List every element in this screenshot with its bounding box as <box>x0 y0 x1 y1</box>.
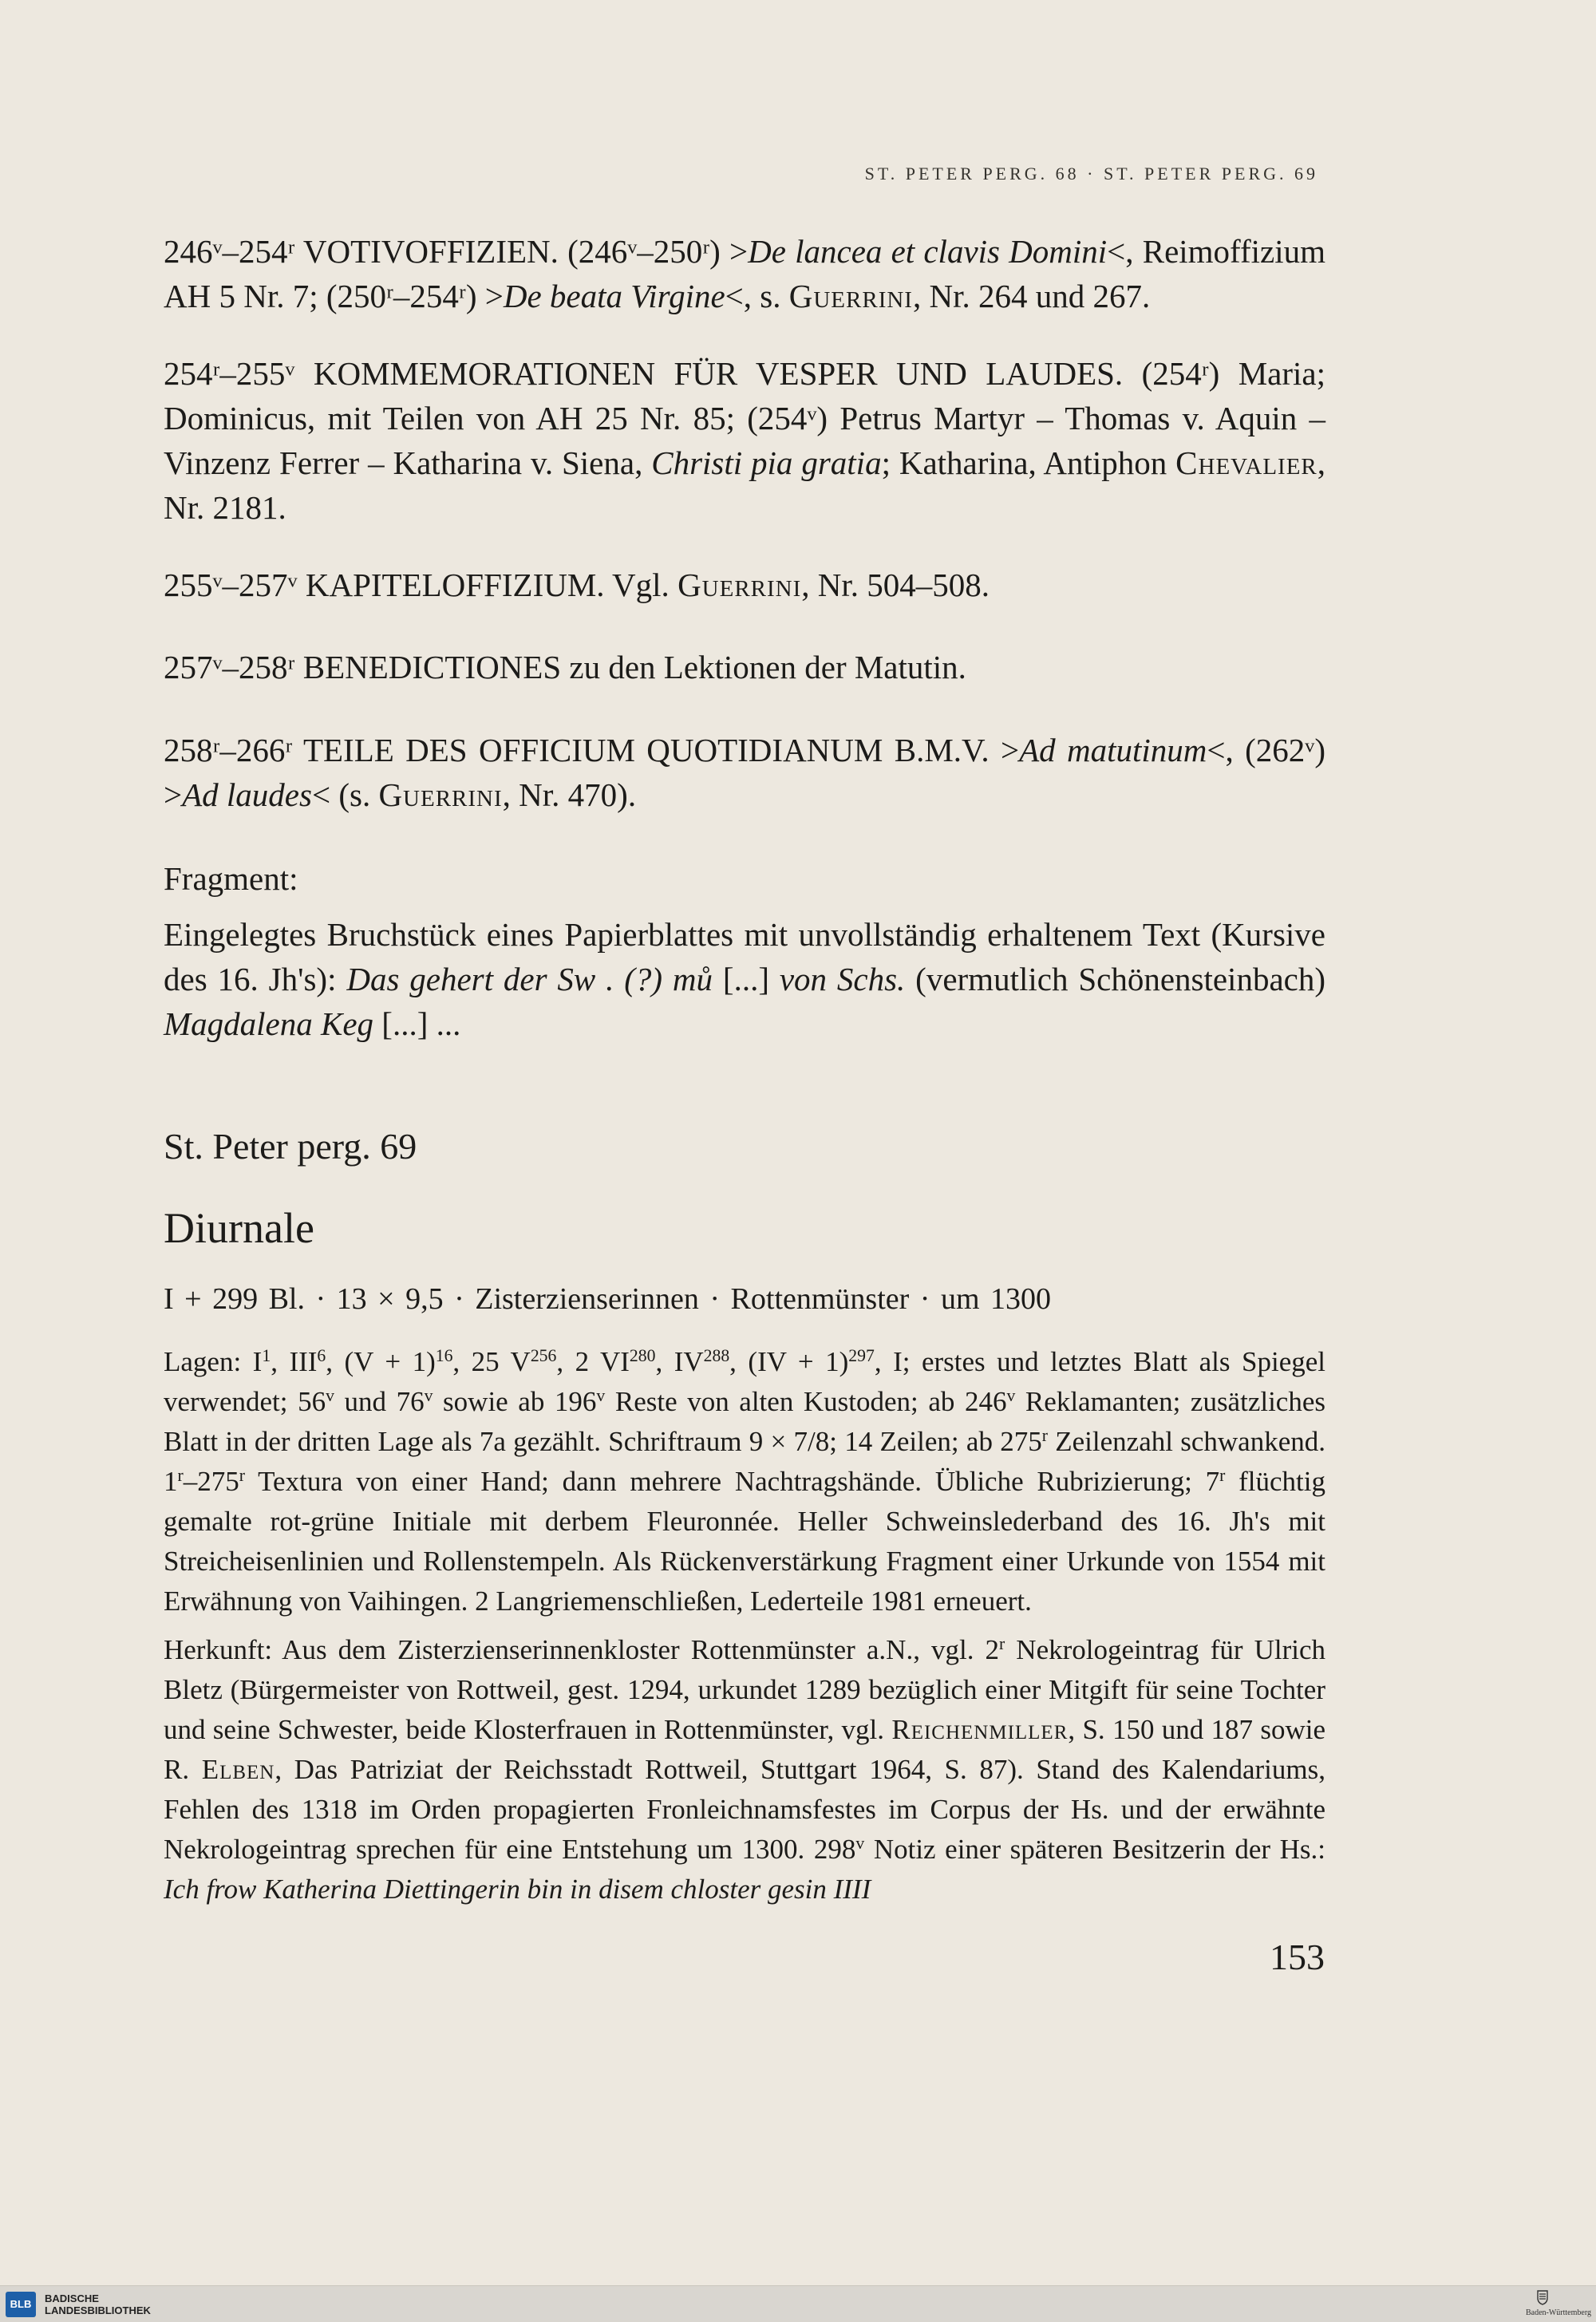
entry-votivoffizien: 246ᵛ–254ʳ VOTIVOFFIZIEN. (246ᵛ–250ʳ) >De lancea et clavis Domini<, Reimoffizium AH 5 Nr. 7; (250ʳ–254ʳ) >De beata Virgine<, s. Guerrini, Nr. 264 und 267. <box>164 233 1325 314</box>
folio-ref: 254ʳ–255ᵛ <box>164 355 295 392</box>
fragment-text: Eingelegtes Bruchstück eines Papierblattes mit unvollständig erhaltenem Text (Kursive des 16. Jh's): Das gehert der Sw . (?) mů [...] von Schs. (vermutlich Schönensteinbach) Magdalena Keg [...] ... <box>164 916 1325 1042</box>
folio-ref: 255ᵛ–257ᵛ <box>164 567 298 603</box>
lagen-paragraph: Lagen: $I^1$, III$^6$, $(V + 1)^{16}$, 25 $V^{256}$, 2 VI$^{280}$, IV$^{288}$, (IV + 1)$^{297}$, I; erstes und letztes Blatt als Spiegel verwendet; 56$^v$ und 76$^v$ sowie ab 196$^v$ Reste von alten Kustoden; ab 246$^v$ Reklamanten; zusätzliches Blatt in der dritten Lage als 7a gezählt. Schriftraum 9 × 7/8; 14 Zeilen; ab 275$^r$ Zeilenzahl schwankend. 1$^r$–275$^r$ Textura von einer Hand; dann mehrere Nachtragshände. Übliche Rubrizierung; 7$^r$ flüchtig gemalte rot-grüne Initiale mit derbem Fleuronnée. Heller Schweinslederband des 16. Jh's mit Streicheisenlinien und Rollenstempeln. Als Rückenverstärkung Fragment einer Urkunde von 1554 mit Erwähnung von Vaihingen. 2 Langriemenschließen, Lederteile 1981 erneuert. <box>164 1346 1325 1617</box>
fragment-heading: Fragment: <box>164 860 298 897</box>
manuscript-signature: St. Peter perg. 69 <box>164 1126 417 1167</box>
manuscript-meta: I + 299 Bl. · 13 × 9,5 · Zisterzienserinnen · Rottenmünster · um 1300 <box>164 1282 1052 1316</box>
running-head: ST. PETER PERG. 68 · ST. PETER PERG. 69 <box>864 164 1318 184</box>
manuscript-title: Diurnale <box>164 1204 314 1252</box>
folio-ref: 258ʳ–266ʳ <box>164 732 293 768</box>
entry-kapiteloffizium: 255ᵛ–257ᵛ KAPITELOFFIZIUM. Vgl. Guerrini, Nr. 504–508. <box>164 567 990 603</box>
blb-logo[interactable]: BLB <box>6 2292 36 2317</box>
entry-benedictiones: 257ᵛ–258ʳ BENEDICTIONES zu den Lektionen der Matutin. <box>164 649 966 685</box>
library-name: BADISCHE LANDESBIBLIOTHEK <box>45 2292 151 2316</box>
entry-officium-quotidianum: 258ʳ–266ʳ TEILE DES OFFICIUM QUOTIDIANUM B.M.V. >Ad matutinum<, (262ᵛ) >Ad laudes< (s. Guerrini, Nr. 470). <box>164 732 1326 813</box>
herkunft-paragraph: Herkunft: Aus dem Zisterzienserinnenkloster Rottenmünster a.N., vgl. 2$^r$ Nekrologeintrag für Ulrich Bletz (Bürgermeister von Rottweil, gest. 1294, urkundet 1289 bezüglich einer Mitgift für seine Tochter und seine Schwester, beide Klosterfrauen in Rottenmünster, vgl. Reichenmiller, S. 150 und 187 sowie R. Elben, Das Patriziat der Reichsstadt Rottweil, Stuttgart 1964, S. 87). Stand des Kalendariums, Fehlen des 1318 im Orden propagierten Fronleichnamsfestes im Corpus der Hs. und der erwähnte Nekrologeintrag sprechen für eine Entstehung um 1300. 298$^v$ Notiz einer späteren Besitzerin der Hs.: Ich frow Katherina Diettingerin bin in disem chloster gesin IIII <box>164 1634 1326 1905</box>
folio-ref: 257ᵛ–258ʳ <box>164 649 295 685</box>
library-footer <box>0 2285 1596 2322</box>
entry-kommemorationen: 254ʳ–255ᵛ KOMMEMORATIONEN FÜR VESPER UND LAUDES. (254ʳ) Maria; Dominicus, mit Teilen von AH 25 Nr. 85; (254ᵛ) Petrus Martyr – Thomas v. Aquin – Vinzenz Ferrer – Katharina v. Siena, Christi pia gratia; Katharina, Antiphon Chevalier, Nr. 2181. <box>164 355 1326 526</box>
coat-of-arms-icon <box>1537 2289 1548 2305</box>
folio-ref: 246ᵛ–254ʳ <box>164 233 295 270</box>
page-number: 153 <box>1270 1937 1325 1977</box>
state-label: Baden-Württemberg <box>1525 2308 1591 2317</box>
